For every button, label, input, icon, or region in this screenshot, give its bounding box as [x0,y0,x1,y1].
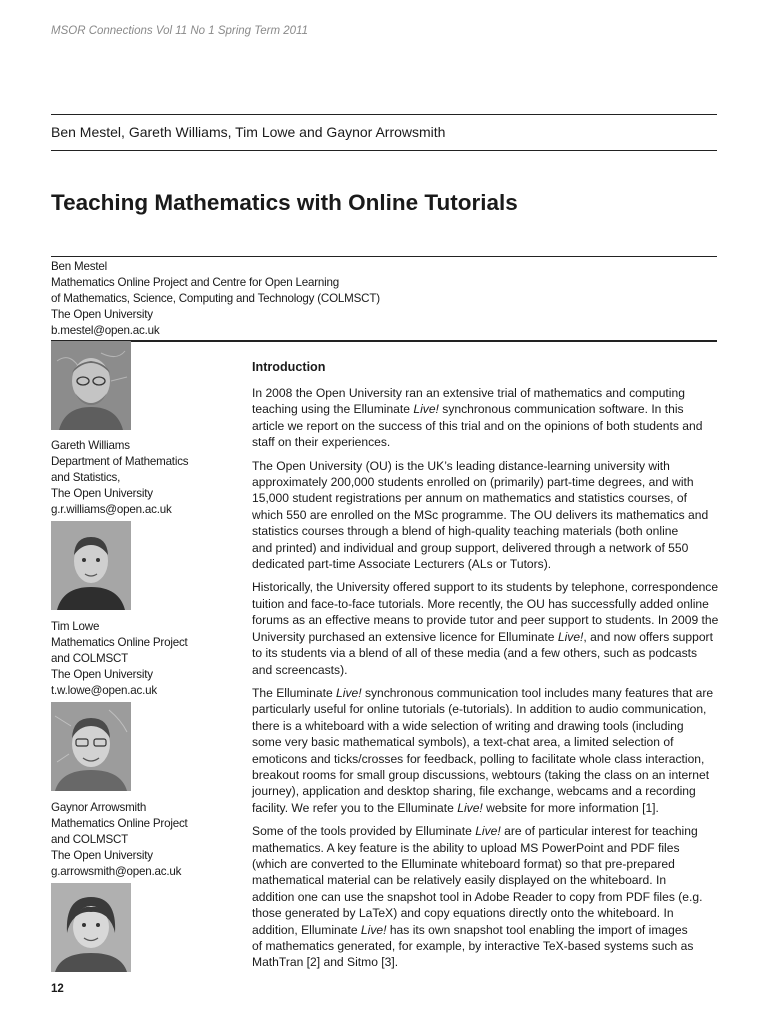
author-photo-ben-mestel [51,341,131,430]
paragraph-line: emoticons and ticks/crosses for feedback, polling to facilitate whole class interaction, [252,751,705,766]
title-rule [51,256,717,257]
author-list: Ben Mestel, Gareth Williams, Tim Lowe and Gaynor Arrowsmith [51,124,446,140]
paragraph-line: mathematical material can be relatively easily displayed on the whiteboard. In [252,873,667,888]
section-rule [51,340,717,342]
paragraph-line: facility. We refer you to the Elluminate Live! website for more information [1]. [252,800,659,815]
article-title: Teaching Mathematics with Online Tutorials [51,190,518,215]
author-affiliation: and COLMSCT [51,652,129,665]
paragraph-line: there is a whiteboard with a wide selection of writing and drawing tools (including [252,718,684,733]
author-name: Ben Mestel [51,260,107,273]
paragraph-line: and printed) and individual and group support, delivered through a network of 550 [252,540,689,555]
paragraph-line: and screencasts). [252,662,348,677]
paragraph-line: The Open University (OU) is the UK’s leading distance-learning university with [252,458,670,473]
author-card-2 [51,438,188,518]
author-card-4 [51,800,188,880]
page-number: 12 [51,983,64,995]
paragraph-line: Historically, the University offered support to its students by telephone, correspondence [252,580,719,595]
author-affiliation: The Open University [51,668,153,681]
author-name: Gareth Williams [51,439,130,452]
paragraph-line: forums as an effective means to provide tutor and peer support to students. In 2009 the [252,613,719,628]
author-affiliation: Department of Mathematics [51,455,189,468]
paragraph-line: article we report on the success of this trial and on the opinions of both students and [252,418,703,433]
paragraph-line: journey), application and desktop sharing, file exchange, webcams and a recording [252,784,696,799]
paragraph-line: In 2008 the Open University ran an extensive trial of mathematics and computing [252,386,685,400]
body-paragraphs [252,385,722,971]
body-paragraph [252,385,722,451]
author-photo-gaynor-arrowsmith [51,883,131,972]
section-heading-introduction: Introduction [252,360,326,374]
paragraph-line: tuition and face-to-face tutorials. More recently, the OU has successfully added online [252,596,709,611]
author-name: Tim Lowe [51,620,100,633]
paragraph-line: 15,000 student registrations per annum on mathematics and statistics courses, of [252,491,687,506]
paragraph-line: approximately 200,000 students enrolled on (primarily) part-time degrees, and with [252,475,694,490]
paragraph-line: breakout rooms for small group discussions, webtours (taking the class on an internet [252,767,710,782]
author-email: b.mestel@open.ac.uk [51,324,160,337]
author-email: g.arrowsmith@open.ac.uk [51,865,182,878]
paragraph-line: MathTran [2] and Sitmo [3]. [252,955,399,970]
author-affiliation: The Open University [51,849,153,862]
author-email: t.w.lowe@open.ac.uk [51,684,157,697]
journal-header: MSOR Connections Vol 11 No 1 Spring Term 2011 [51,25,308,37]
paragraph-line: staff on their experiences. [252,435,391,450]
author-card-3 [51,619,188,699]
author-name: Gaynor Arrowsmith [51,801,147,814]
author-photo-gareth-williams [51,521,131,610]
author-affiliation: Mathematics Online Project and Centre for Open Learning [51,276,340,289]
author-affiliation: Mathematics Online Project [51,817,188,830]
paragraph-line: University purchased an extensive licence for Elluminate Live!, and now offers support [252,629,713,644]
author-affiliation: and COLMSCT [51,833,129,846]
body-paragraph [252,685,722,816]
author-photo-tim-lowe [51,702,131,791]
author-card-1 [51,259,380,339]
paragraph-line: to its students via a blend of all of these media (and a few others, such as podcasts [252,646,698,661]
body-paragraph [252,823,722,971]
paragraph-line: particularly useful for online tutorials (e-tutorials). In addition to audio communication, [252,702,707,717]
header-rule-top [51,114,717,115]
paragraph-line: of mathematics generated, for example, by interactive TeX-based systems such as [252,939,694,953]
author-affiliation: Mathematics Online Project [51,636,188,649]
body-paragraph [252,579,722,677]
header-rule-bottom [51,150,717,151]
paragraph-line: addition one can use the snapshot tool in Adobe Reader to copy from PDF files (e.g. [252,889,703,904]
paragraph-line: some very basic mathematical symbols), a text-chat area, a limited selection of [252,735,674,750]
paragraph-line: (which are converted to the Elluminate whiteboard format) so that pre-prepared [252,856,675,871]
article-body [252,356,722,978]
paragraph-line: Some of the tools provided by Elluminate Live! are of particular interest for teaching [252,824,698,839]
paragraph-line: dedicated part-time Associate Lecturers (ALs or Tutors). [252,557,552,572]
paragraph-line: statistics courses through a blend of high-quality teaching materials (both online [252,524,679,539]
paragraph-line: The Elluminate Live! synchronous communication tool includes many features that are [252,685,714,700]
author-affiliation: The Open University [51,308,153,321]
author-affiliation: The Open University [51,487,153,500]
paragraph-line: which 550 are enrolled on the MSc programme. The OU delivers its mathematics and [252,507,709,522]
author-affiliation: of Mathematics, Science, Computing and Technology (COLMSCT) [51,292,380,305]
author-email: g.r.williams@open.ac.uk [51,503,172,516]
paragraph-line: teaching using the Elluminate Live! synchronous communication software. In this [252,402,684,417]
paragraph-line: addition, Elluminate Live! has its own snapshot tool enabling the import of images [252,922,688,937]
body-paragraph [252,458,722,573]
paragraph-line: those generated by LaTeX) and copy equations directly onto the whiteboard. In [252,906,674,921]
author-affiliation: and Statistics, [51,471,121,484]
paragraph-line: mathematics. A key feature is the ability to upload MS PowerPoint and PDF files [252,840,680,855]
